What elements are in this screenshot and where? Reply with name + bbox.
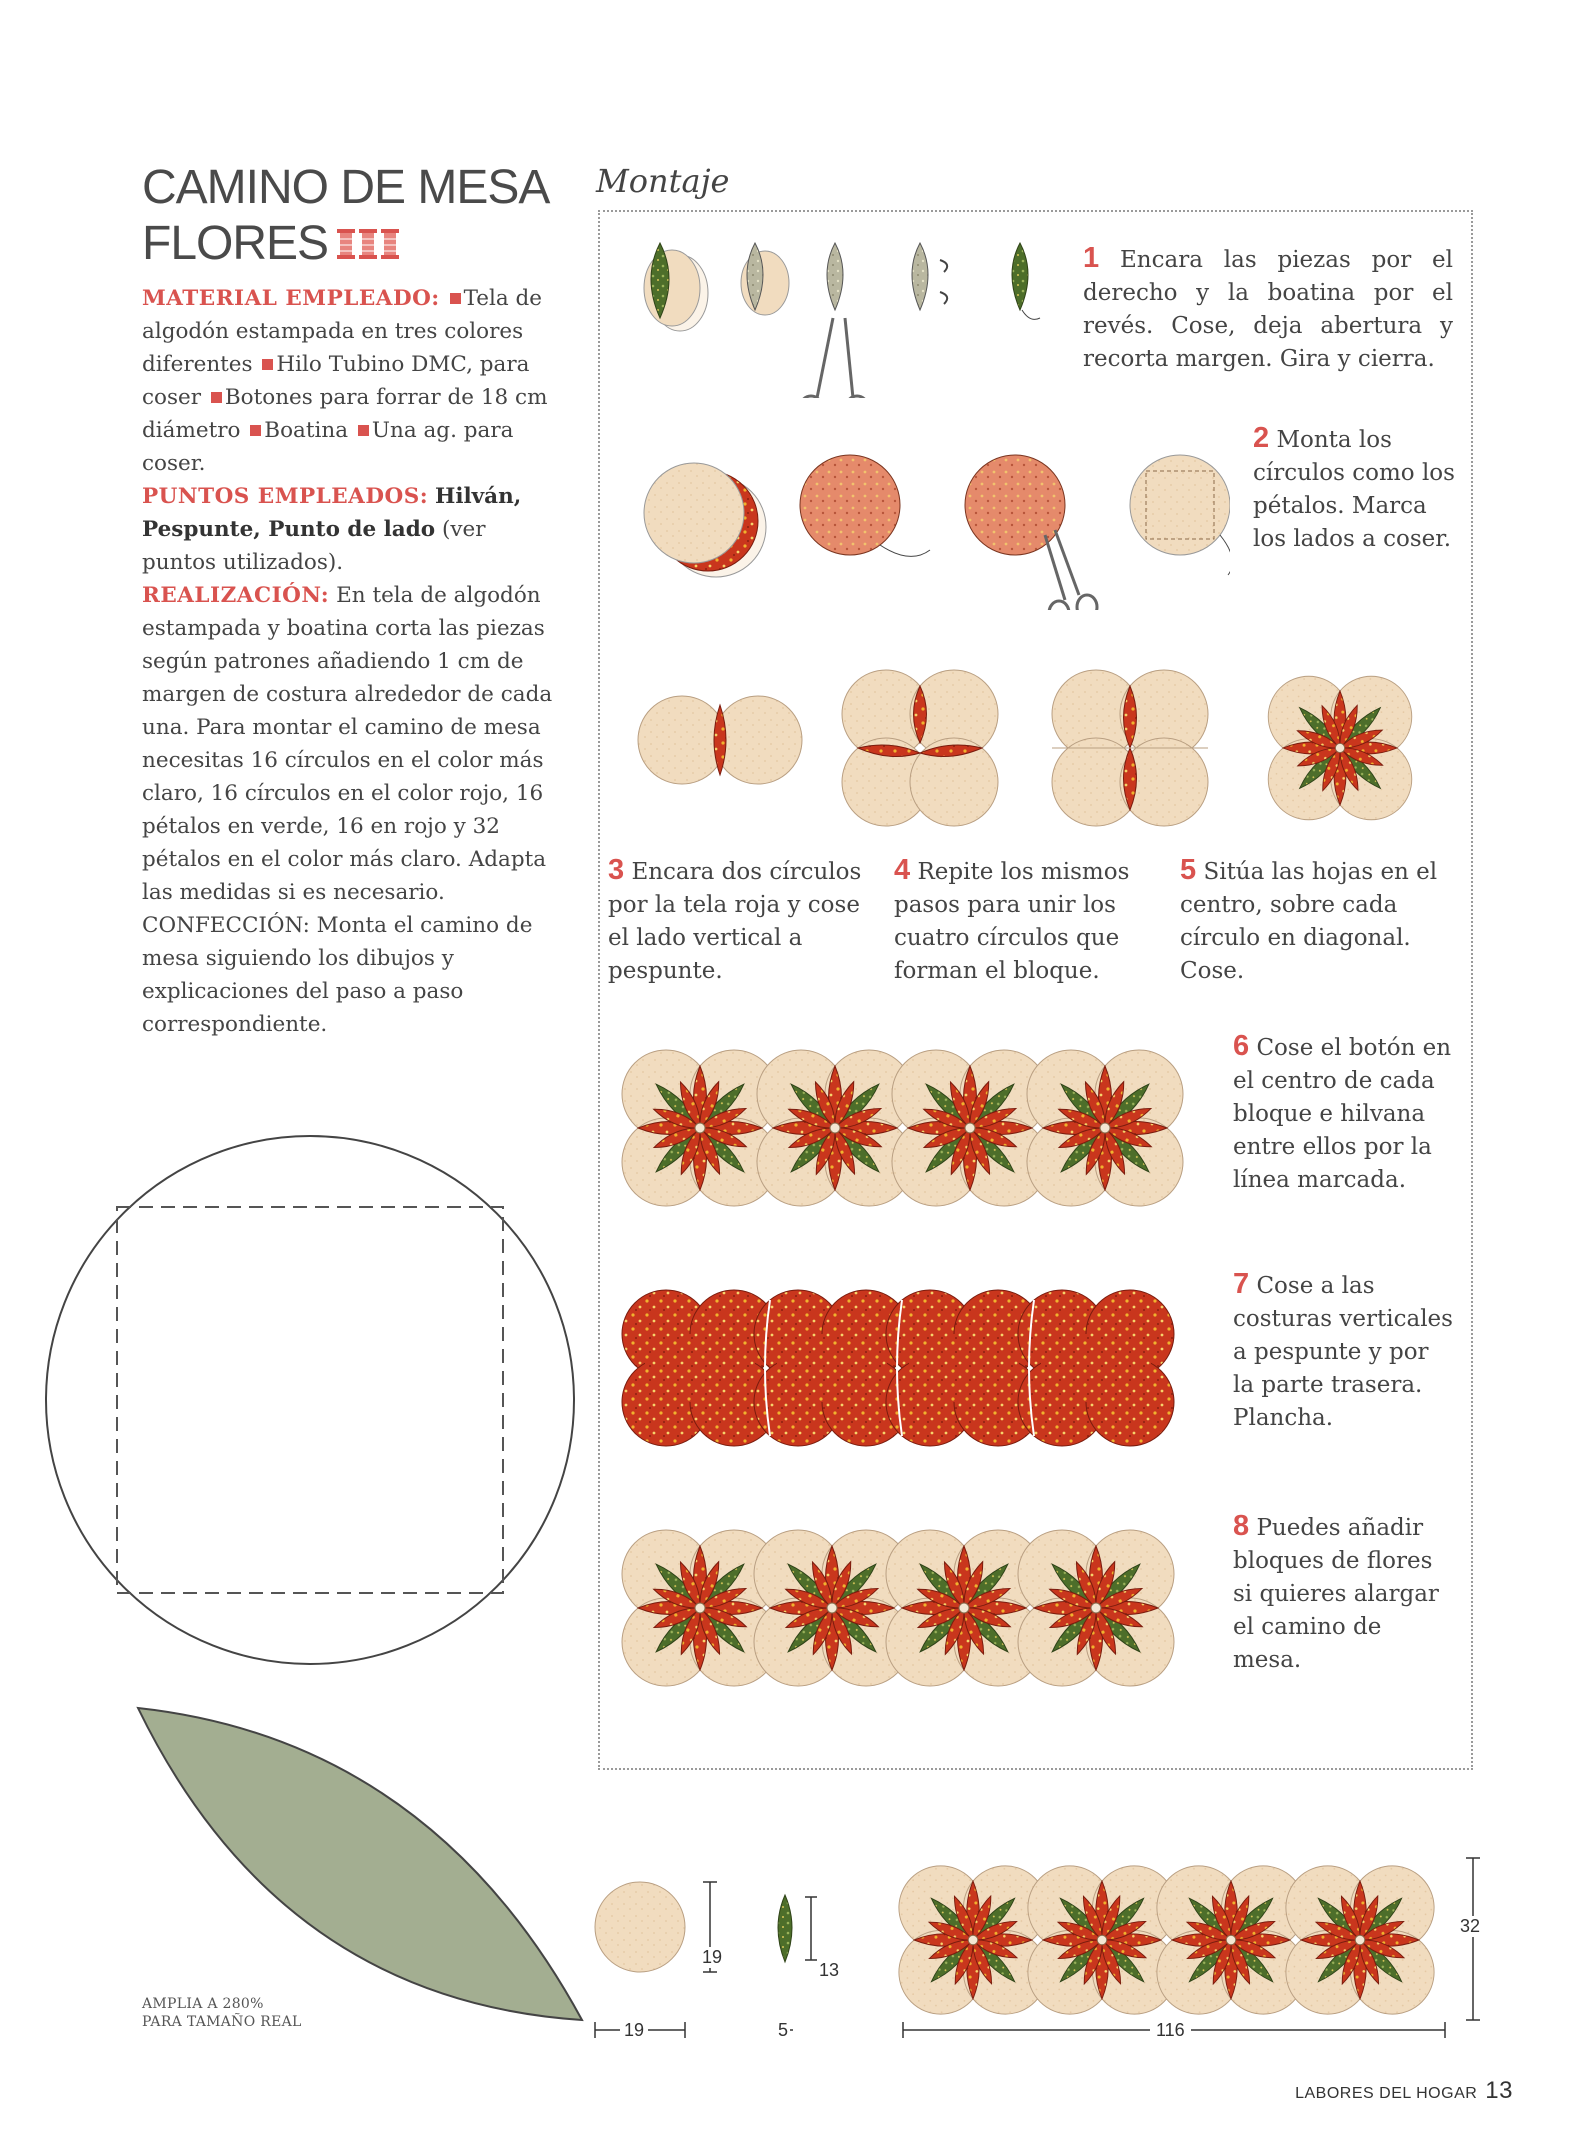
petal-pattern <box>130 1700 590 2030</box>
step-4 <box>894 854 1164 988</box>
magazine-name: LABORES DEL HOGAR <box>1295 2085 1478 2102</box>
step-text: Cose el botón en el centro de cada bloque e hilvana entre ellos por la línea marcada. <box>1233 1035 1452 1193</box>
step-number: 8 <box>1233 1510 1250 1542</box>
step7-illustration <box>620 1280 1200 1460</box>
dim-circle-height: 19 <box>702 1947 723 1967</box>
circle-pattern <box>40 1130 580 1670</box>
step-text: Repite los mismos pasos para unir los cuatro círculos que forman el bloque. <box>894 859 1130 984</box>
bullet-icon <box>262 359 273 370</box>
step2-illustration <box>610 440 1230 610</box>
step-number: 2 <box>1253 422 1270 454</box>
step-number: 3 <box>608 854 625 886</box>
spool-icons <box>336 229 400 259</box>
step-text: Encara dos círculos por la tela roja y cose el lado vertical a pespunte. <box>608 859 862 984</box>
step-8 <box>1233 1510 1453 1677</box>
step-number: 4 <box>894 854 911 886</box>
step-text: Puedes añadir bloques de flores si quieres alargar el camino de mesa. <box>1233 1515 1439 1673</box>
title-line2: FLORES <box>142 217 329 270</box>
step-text: Encara las piezas por el derecho y la boatina por el revés. Cose, deja abertura y recorta margen. Gira y cierra. <box>1083 247 1454 372</box>
page-number: 13 <box>1485 2077 1513 2104</box>
step8-illustration <box>620 1520 1200 1700</box>
material-item: Tela de algodón estampada en tres colores diferentes <box>142 286 543 377</box>
page-title <box>142 160 549 272</box>
material-item: Hilo Tubino DMC, para coser <box>142 352 530 410</box>
page-footer <box>1295 2077 1513 2105</box>
realizacion-label: REALIZACIÓN: <box>142 583 330 608</box>
bullet-icon <box>250 425 261 436</box>
enlargement-line1: AMPLIA A 280% <box>142 1996 264 2012</box>
step-text: Monta los círculos como los pétalos. Marca los lados a coser. <box>1253 427 1455 552</box>
step6-illustration <box>620 1040 1200 1220</box>
bullet-icon <box>358 425 369 436</box>
enlargement-line2: PARA TAMAÑO REAL <box>142 2014 302 2030</box>
dim-runner-height: 32 <box>1460 1916 1481 1936</box>
step-6 <box>1233 1030 1453 1197</box>
dim-petal-height: 13 <box>819 1960 840 1980</box>
bullet-icon <box>211 392 222 403</box>
step-number: 1 <box>1083 242 1100 274</box>
enlargement-note <box>142 1995 302 2031</box>
step1-illustration <box>610 228 1050 398</box>
realizacion-text: En tela de algodón estampada y boatina corta las piezas según patrones añadiendo 1 cm de margen de costura alrededor de cada una. Para montar el camino de mesa necesitas 16 círculos en el color más claro, 16 círculos en el color rojo, 16 pétalos en verde, 16 en rojo y 32 pétalos en el color más claro. Adapta las medidas si es necesario. CONFECCIÓN: Monta el camino de mesa siguiendo los dibujos y explicaciones del paso a paso correspondiente. <box>142 583 553 1037</box>
spool-icon <box>336 229 356 259</box>
dim-circle-width: 19 <box>620 2020 648 2041</box>
puntos-bold: Hilván, Pespunte, Punto de lado <box>142 484 522 542</box>
step-2 <box>1253 422 1463 556</box>
step-number: 6 <box>1233 1030 1250 1062</box>
montaje-heading: Montaje <box>596 162 730 200</box>
spool-icon <box>358 229 378 259</box>
puntos-label: PUNTOS EMPLEADOS: <box>142 484 429 509</box>
material-item: Boatina <box>264 418 349 443</box>
spool-icon <box>380 229 400 259</box>
bullet-icon <box>450 293 461 304</box>
title-line1: CAMINO DE MESA <box>142 161 550 214</box>
material-item: Una ag. para coser. <box>142 418 514 476</box>
step-number: 7 <box>1233 1268 1250 1300</box>
step-number: 5 <box>1180 854 1197 886</box>
step345-illustration <box>610 660 1450 835</box>
dim-petal-width: 5 <box>778 2020 789 2040</box>
step-5 <box>1180 854 1450 988</box>
step-1 <box>1083 242 1453 376</box>
dim-runner-width: 116 <box>1150 2020 1191 2041</box>
material-label: MATERIAL EMPLEADO: <box>142 286 440 311</box>
step-text: Sitúa las hojas en el centro, sobre cada círculo en diagonal. Cose. <box>1180 859 1438 984</box>
step-3 <box>608 854 878 988</box>
step-7 <box>1233 1268 1453 1435</box>
step-text: Cose a las costuras verticales a pespunte y por la parte trasera. Plancha. <box>1233 1273 1453 1431</box>
materials-text <box>142 282 560 1041</box>
material-item: Botones para forrar de 18 cm diámetro <box>142 385 548 443</box>
puntos-rest: (ver puntos utilizados). <box>142 517 486 575</box>
